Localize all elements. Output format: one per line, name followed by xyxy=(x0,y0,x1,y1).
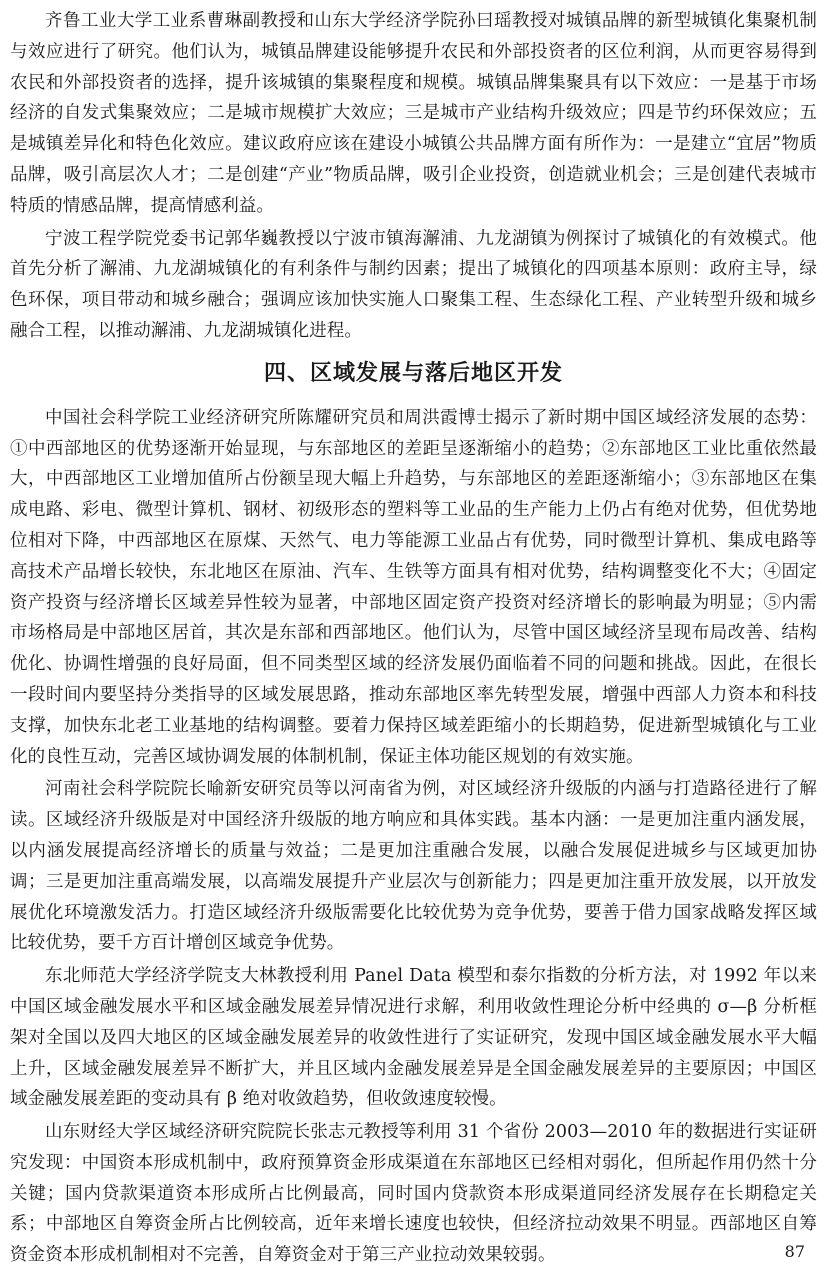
document-page xyxy=(10,6,817,1273)
paragraph-regional-trends: 中国社会科学院工业经济研究所陈耀研究员和周洪霞博士揭示了新时期中国区域经济发展的态势：①中西部地区的优势逐渐开始显现，与东部地区的差距呈逐渐缩小的趋势；②东部地区工业比重依然最大，中西部地区工业增加值所占份额呈现大幅上升趋势，与东部地区的差距逐渐缩小；③东部地区在集成电路、彩电、微型计算机、钢材、初级形态的塑料等工业品的生产能力上仍占有绝对优势，但优势地位相对下降，中西部地区在原煤、天然气、电力等能源工业品占有优势，同时微型计算机、集成电路等高技术产品增长较快，东北地区在原油、汽车、生铁等方面具有相对优势，结构调整变化不大；④固定资产投资与经济增长区域差异性较为显著，中部地区固定资产投资对经济增长的影响最为明显；⑤内需市场格局是中部地区居首，其次是东部和西部地区。他们认为，尽管中国区域经济呈现布局改善、结构优化、协调性增强的良好局面，但不同类型区域的经济发展仍面临着不同的问题和挑战。因此，在很长一段时间内要坚持分类指导的区域发展思路，推动东部地区率先转型发展，增强中西部人力资本和科技支撑，加快东北老工业基地的结构调整。要着力保持区域差距缩小的长期趋势，促进新型城镇化与工业化的良性互动，完善区域协调发展的体制机制，保证主体功能区规划的有效实施。 xyxy=(10,407,817,767)
page-number: 87 xyxy=(784,1242,805,1261)
paragraph-urban-brand: 齐鲁工业大学工业系曹琳副教授和山东大学经济学院孙曰瑶教授对城镇品牌的新型城镇化集聚机制与效应进行了研究。他们认为，城镇品牌建设能够提升农民和外部投资者的区位利润，从而更容易得到农民和外部投资者的选择，提升该城镇的集聚程度和规模。城镇品牌集聚具有以下效应：一是基于市场经济的自发式集聚效应；二是城市规模扩大效应；三是城市产业结构升级效应；四是节约环保效应；五是城镇差异化和特色化效应。建议政府应该在建设小城镇公共品牌方面有所作为：一是建立“宜居”物质品牌，吸引高层次人才；二是创建“产业”物质品牌，吸引企业投资，创造就业机会；三是创建代表城市特质的情感品牌，提高情感利益。 xyxy=(10,11,817,216)
section-heading: 四、区域发展与落后地区开发 xyxy=(263,360,563,386)
paragraph-capital-formation: 山东财经大学区域经济研究院院长张志元教授等利用 31 个省份 2003—2010 年的数据进行实证研究发现：中国资本形成机制中，政府预算资金形成渠道在东部地区已经相对弱化，但所起作用仍然十分关键；国内贷款渠道资本形成所占比例最高，同时国内贷款资本形成渠道同经济发展存在长期稳定关系；中部地区自筹资金所占比例较高，近年来增长速度也较快，但经济拉动效果不明显。西部地区自筹资金资本形成机制相对不完善，自筹资金对于第三产业拉动效果较弱。 xyxy=(10,1122,817,1266)
paragraph-ningbo-urbanization: 宁波工程学院党委书记郭华巍教授以宁波市镇海澥浦、九龙湖镇为例探讨了城镇化的有效模式。他首先分析了澥浦、九龙湖城镇化的有利条件与制约因素；提出了城镇化的四项基本原则：政府主导，绿色环保，项目带动和城乡融合；强调应该加快实施人口聚集工程、生态绿化工程、产业转型升级和城乡融合工程，以推动澥浦、九龙湖城镇化进程。 xyxy=(10,228,817,341)
paragraph-regional-finance: 东北师范大学经济学院支大林教授利用 Panel Data 模型和泰尔指数的分析方法，对 1992 年以来中国区域金融发展水平和区域金融发展差异情况进行求解，利用收敛性理论分析中经典的 σ—β 分析框架对全国以及四大地区的区域金融发展差异的收敛性进行了实证研究，发现中国区域金融发展水平大幅上升，区域金融发展差异不断扩大，并且区域内金融发展差异是全国金融发展差异的主要原因；中国区域金融发展差距的变动具有 β 绝对收敛趋势，但收敛速度较慢。 xyxy=(10,966,817,1110)
paragraph-henan-upgrade: 河南社会科学院院长喻新安研究员等以河南省为例，对区域经济升级版的内涵与打造路径进行了解读。区域经济升级版是对中国经济升级版的地方响应和具体实践。基本内涵：一是更加注重内涵发展，以内涵发展提高经济增长的质量与效益；二是更加注重融合发展，以融合发展促进城乡与区域更加协调；三是更加注重高端发展，以高端发展提升产业层次与创新能力；四是更加注重开放发展，以开放发展优化环境激发活力。打造区域经济升级版需要化比较优势为竞争优势，要善于借力国家战略发挥区域比较优势，要千方百计增创区域竞争优势。 xyxy=(10,779,817,954)
